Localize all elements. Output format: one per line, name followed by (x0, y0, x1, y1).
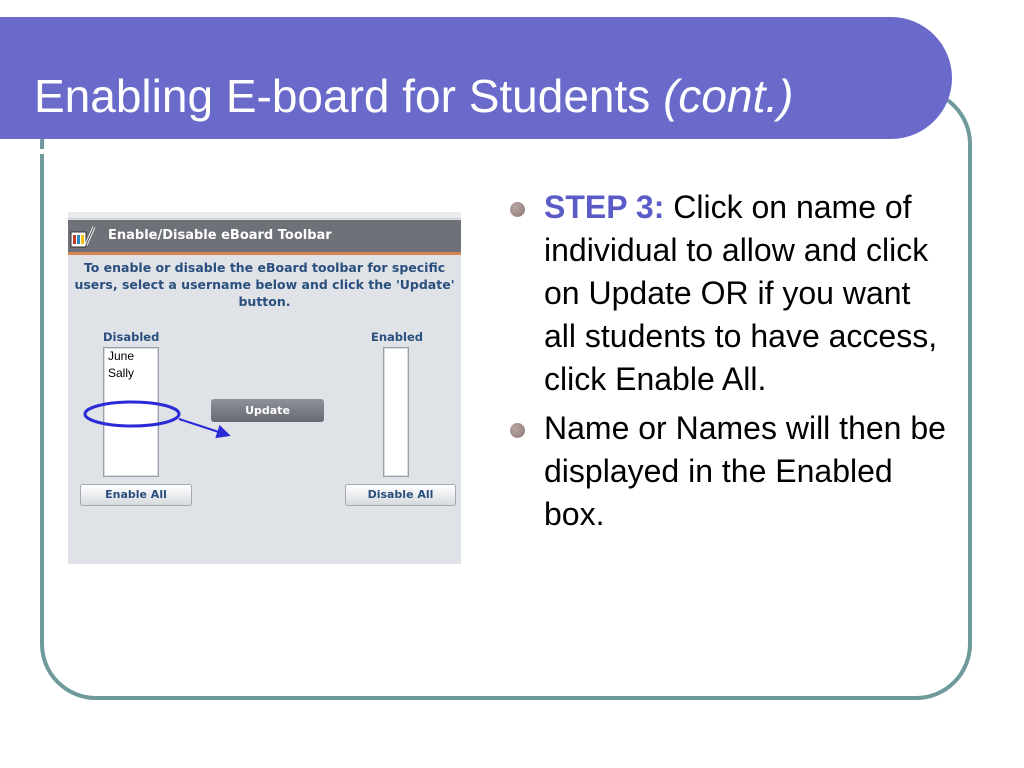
step-label: STEP 3: (544, 189, 665, 225)
disabled-users-list[interactable] (103, 347, 159, 477)
enable-all-button[interactable]: Enable All (80, 484, 192, 506)
bullet-dot-icon (510, 423, 525, 438)
list-item[interactable]: June (108, 349, 135, 363)
enabled-label: Enabled (371, 330, 424, 344)
bullet-result (510, 407, 950, 536)
eboard-screenshot (68, 212, 461, 564)
eboard-tools-icon (70, 224, 96, 248)
bullet-text: Click on name of individual to allow and click on Update OR if you want all students to have access, click Enable All. (544, 189, 938, 397)
bullet-dot-icon (510, 202, 525, 217)
bullet-step-3 (510, 186, 950, 401)
enabled-users-list[interactable] (383, 347, 409, 477)
screenshot-top-strip (68, 212, 461, 219)
update-button[interactable]: Update (211, 399, 324, 422)
bullet-text: Name or Names will then be displayed in the Enabled box. (544, 410, 946, 532)
disable-all-button[interactable]: Disable All (345, 484, 456, 506)
slide-title-main: Enabling E-board for Students (34, 70, 651, 122)
screenshot-header-title: Enable/Disable eBoard Toolbar (108, 228, 332, 243)
title-bar (0, 17, 952, 139)
screenshot-header (68, 220, 461, 255)
slide-title-italic: (cont.) (663, 70, 794, 122)
list-item[interactable]: Sally (108, 366, 135, 380)
disabled-label: Disabled (103, 330, 160, 344)
slide-title (34, 70, 793, 122)
screenshot-description: To enable or disable the eBoard toolbar for specific users, select a username below and click the 'Update' button. (74, 260, 455, 309)
title-underline (0, 149, 905, 154)
bullet-list (510, 186, 950, 542)
